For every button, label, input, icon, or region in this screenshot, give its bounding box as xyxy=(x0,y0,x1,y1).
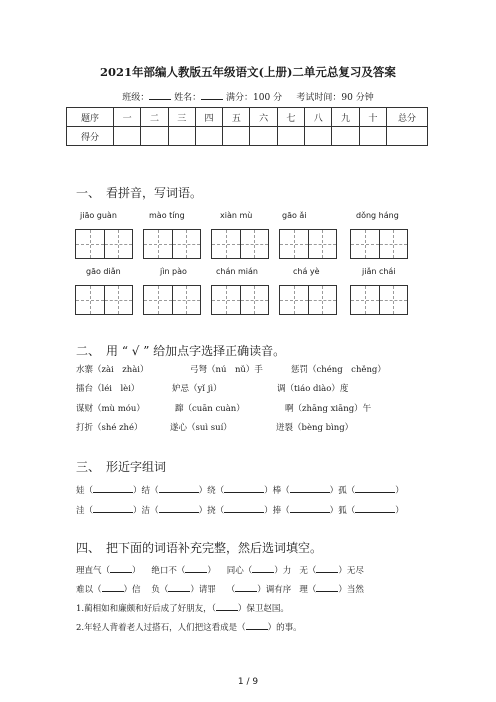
idiom-part: 绝口不（ xyxy=(151,566,186,576)
header-cell: 七 xyxy=(277,108,304,127)
sentence-row xyxy=(76,620,302,633)
section3-title: 三、 形近字组词 xyxy=(76,460,167,474)
score-cell[interactable] xyxy=(332,127,359,146)
sentence-part: ）的事。 xyxy=(267,623,302,633)
char: 娃 xyxy=(76,486,85,496)
char-box[interactable] xyxy=(105,230,133,258)
char: 洁 xyxy=(141,506,151,516)
answer-blank[interactable] xyxy=(159,503,199,513)
section4-title: 四、 把下面的词语补充完整，然后选词填空。 xyxy=(76,541,323,555)
page-number: 1 / 9 xyxy=(237,677,259,687)
class-label: 班级： xyxy=(122,93,150,103)
char-box[interactable] xyxy=(380,230,408,258)
header-cell: 题序 xyxy=(67,108,114,127)
score-cell[interactable] xyxy=(277,127,304,146)
reading-item: 水寨（zài zhài） xyxy=(76,365,149,375)
score-cell[interactable] xyxy=(305,127,332,146)
char-box-pair[interactable] xyxy=(143,285,201,315)
char-box-pair[interactable] xyxy=(279,285,337,315)
reading-item: 啊（zhāng xiāng）午 xyxy=(285,404,372,414)
score-row xyxy=(67,127,428,146)
char: 捧 xyxy=(272,506,282,516)
pinyin-label: chá yè xyxy=(293,267,320,276)
score-cell[interactable] xyxy=(141,127,168,146)
header-cell: 总分 xyxy=(387,108,428,127)
answer-blank[interactable] xyxy=(168,582,190,592)
name-blank[interactable] xyxy=(201,90,223,100)
reading-item: 擂台（léi lèi） xyxy=(76,384,140,394)
pinyin-label: dǒng háng xyxy=(356,211,399,220)
char-box-pair[interactable] xyxy=(211,229,269,259)
char-box[interactable] xyxy=(173,286,201,314)
row-label: 得分 xyxy=(67,127,114,146)
char-box[interactable] xyxy=(241,230,269,258)
char-box-pair[interactable] xyxy=(75,229,133,259)
char-box-pair[interactable] xyxy=(211,285,269,315)
header-cell: 五 xyxy=(223,108,250,127)
idiom-part: （ xyxy=(226,585,236,595)
answer-blank[interactable] xyxy=(290,483,330,493)
sentence-part: 1.蔺相如和廉颇和好后成了好朋友，（ xyxy=(76,604,216,614)
word-row: 洼（ ）洁（ ）挠（ ）捧（ ）狐（ ） xyxy=(76,503,404,516)
exam-info xyxy=(0,90,496,103)
char-box[interactable] xyxy=(76,230,105,258)
answer-blank[interactable] xyxy=(235,582,257,592)
idiom-part: 理直气（ xyxy=(76,566,111,576)
name-label: 姓名： xyxy=(174,93,202,103)
word-row: 娃（ ）结（ ）绕（ ）棒（ ）孤（ ） xyxy=(76,483,404,496)
idiom-row xyxy=(76,582,364,595)
header-cell: 十 xyxy=(359,108,386,127)
char-box[interactable] xyxy=(351,286,380,314)
char-box[interactable] xyxy=(76,286,105,314)
char-box[interactable] xyxy=(351,230,380,258)
score-cell[interactable] xyxy=(195,127,222,146)
reading-item: 妒忌（yǐ jì） xyxy=(172,384,222,394)
reading-item: 谋财（mù móu） xyxy=(76,404,145,414)
char: 狐 xyxy=(338,506,347,516)
answer-blank[interactable] xyxy=(159,483,199,493)
pinyin-label: gāo ǎi xyxy=(282,211,307,220)
idiom-part: 负（ xyxy=(151,585,169,595)
answer-blank[interactable] xyxy=(93,483,133,493)
idiom-part: ）请罪 xyxy=(190,585,216,595)
char-box[interactable] xyxy=(309,286,337,314)
answer-blank[interactable] xyxy=(355,483,395,493)
answer-blank[interactable] xyxy=(224,503,264,513)
char: 棒 xyxy=(272,486,282,496)
class-blank[interactable] xyxy=(149,90,171,100)
idiom-part: 理（ xyxy=(299,585,317,595)
header-cell: 三 xyxy=(168,108,195,127)
idiom-part: 难以（ xyxy=(76,585,102,595)
answer-blank[interactable] xyxy=(185,563,207,573)
idiom-part: ）信 xyxy=(123,585,141,595)
idiom-part: ）当然 xyxy=(338,585,364,595)
reading-item: 打折（shé zhé） xyxy=(76,423,143,433)
char-box[interactable] xyxy=(380,286,408,314)
answer-blank[interactable] xyxy=(216,601,238,611)
score-cell[interactable] xyxy=(223,127,250,146)
reading-item: 惩罚（chéng chěng） xyxy=(291,365,386,375)
score-table xyxy=(66,107,428,146)
char-box-pair[interactable] xyxy=(75,285,133,315)
char-box-pair[interactable] xyxy=(350,229,408,259)
char: 结 xyxy=(141,486,151,496)
pinyin-label: jiāo guàn xyxy=(80,211,117,220)
char: 洼 xyxy=(76,506,85,516)
reading-item: 遂心（suì suí） xyxy=(170,423,232,433)
char: 挠 xyxy=(207,506,216,516)
answer-blank[interactable] xyxy=(252,563,274,573)
idiom-part: ）无尽 xyxy=(338,566,364,576)
pinyin-label: jiǎn chái xyxy=(362,267,396,276)
header-cell: 二 xyxy=(141,108,168,127)
header-cell: 四 xyxy=(195,108,222,127)
pinyin-label: mào tíng xyxy=(149,211,185,220)
char: 孤 xyxy=(338,486,347,496)
sentence-part: ）保卫赵国。 xyxy=(237,604,289,614)
idiom-part: ） xyxy=(207,566,216,576)
exam-time: 考试时间：90 分钟 xyxy=(296,93,374,103)
idiom-part: 无（ xyxy=(299,566,317,576)
pinyin-label: gāo diǎn xyxy=(86,267,121,276)
sentence-row xyxy=(76,601,289,614)
score-header-row xyxy=(67,108,428,127)
score-cell[interactable] xyxy=(359,127,386,146)
char-box[interactable] xyxy=(144,286,173,314)
reading-item: 调（tiáo diào）度 xyxy=(277,384,349,394)
char-box[interactable] xyxy=(309,230,337,258)
char-box[interactable] xyxy=(212,286,241,314)
answer-blank[interactable] xyxy=(224,483,264,493)
section2-title: 二、 用 “ √ ” 给加点字选择正确读音。 xyxy=(76,344,286,358)
reading-item: 蹿（cuān cuàn） xyxy=(175,404,245,414)
char-box-pair[interactable] xyxy=(143,229,201,259)
char-box[interactable] xyxy=(173,230,201,258)
page-title: 2021年部编人教版五年级语文(上册)二单元总复习及答案 xyxy=(100,65,396,79)
full-score: 满分：100 分 xyxy=(226,93,283,103)
pinyin-label: xiàn mù xyxy=(220,211,253,220)
answer-blank[interactable] xyxy=(316,582,338,592)
header-cell: 九 xyxy=(332,108,359,127)
char-box[interactable] xyxy=(280,286,309,314)
char-box-pair[interactable] xyxy=(279,229,337,259)
char-box[interactable] xyxy=(241,286,269,314)
answer-blank[interactable] xyxy=(110,563,132,573)
score-cell[interactable] xyxy=(250,127,277,146)
header-cell: 一 xyxy=(114,108,141,127)
answer-blank[interactable] xyxy=(246,620,268,630)
answer-blank[interactable] xyxy=(316,563,338,573)
idiom-part: ） xyxy=(132,566,141,576)
reading-item: 弓弩（nú nǔ）手 xyxy=(190,365,263,375)
reading-item: 迸裂（bèng bìng） xyxy=(276,423,354,433)
header-cell: 六 xyxy=(250,108,277,127)
idiom-part: ）调有序 xyxy=(257,585,292,595)
answer-blank[interactable] xyxy=(102,582,124,592)
answer-blank[interactable] xyxy=(355,503,395,513)
header-cell: 八 xyxy=(305,108,332,127)
char-box[interactable] xyxy=(105,286,133,314)
score-cell[interactable] xyxy=(387,127,428,146)
sentence-part: 2.年轻人背着老人过搭石，人们把这看成是（ xyxy=(76,623,246,633)
char: 绕 xyxy=(207,486,216,496)
idiom-part: ）力 xyxy=(274,566,292,576)
char-box[interactable] xyxy=(280,230,309,258)
char-box[interactable] xyxy=(144,230,173,258)
pinyin-label: jìn pào xyxy=(160,267,187,276)
score-cell[interactable] xyxy=(168,127,195,146)
score-cell[interactable] xyxy=(114,127,141,146)
char-box-pair[interactable] xyxy=(350,285,408,315)
pinyin-label: chán mián xyxy=(216,267,258,276)
idiom-part: 同心（ xyxy=(226,566,253,576)
section1-title: 一、 看拼音，写词语。 xyxy=(76,186,203,200)
idiom-row xyxy=(76,563,364,576)
char-box[interactable] xyxy=(212,230,241,258)
answer-blank[interactable] xyxy=(93,503,133,513)
answer-blank[interactable] xyxy=(290,503,330,513)
